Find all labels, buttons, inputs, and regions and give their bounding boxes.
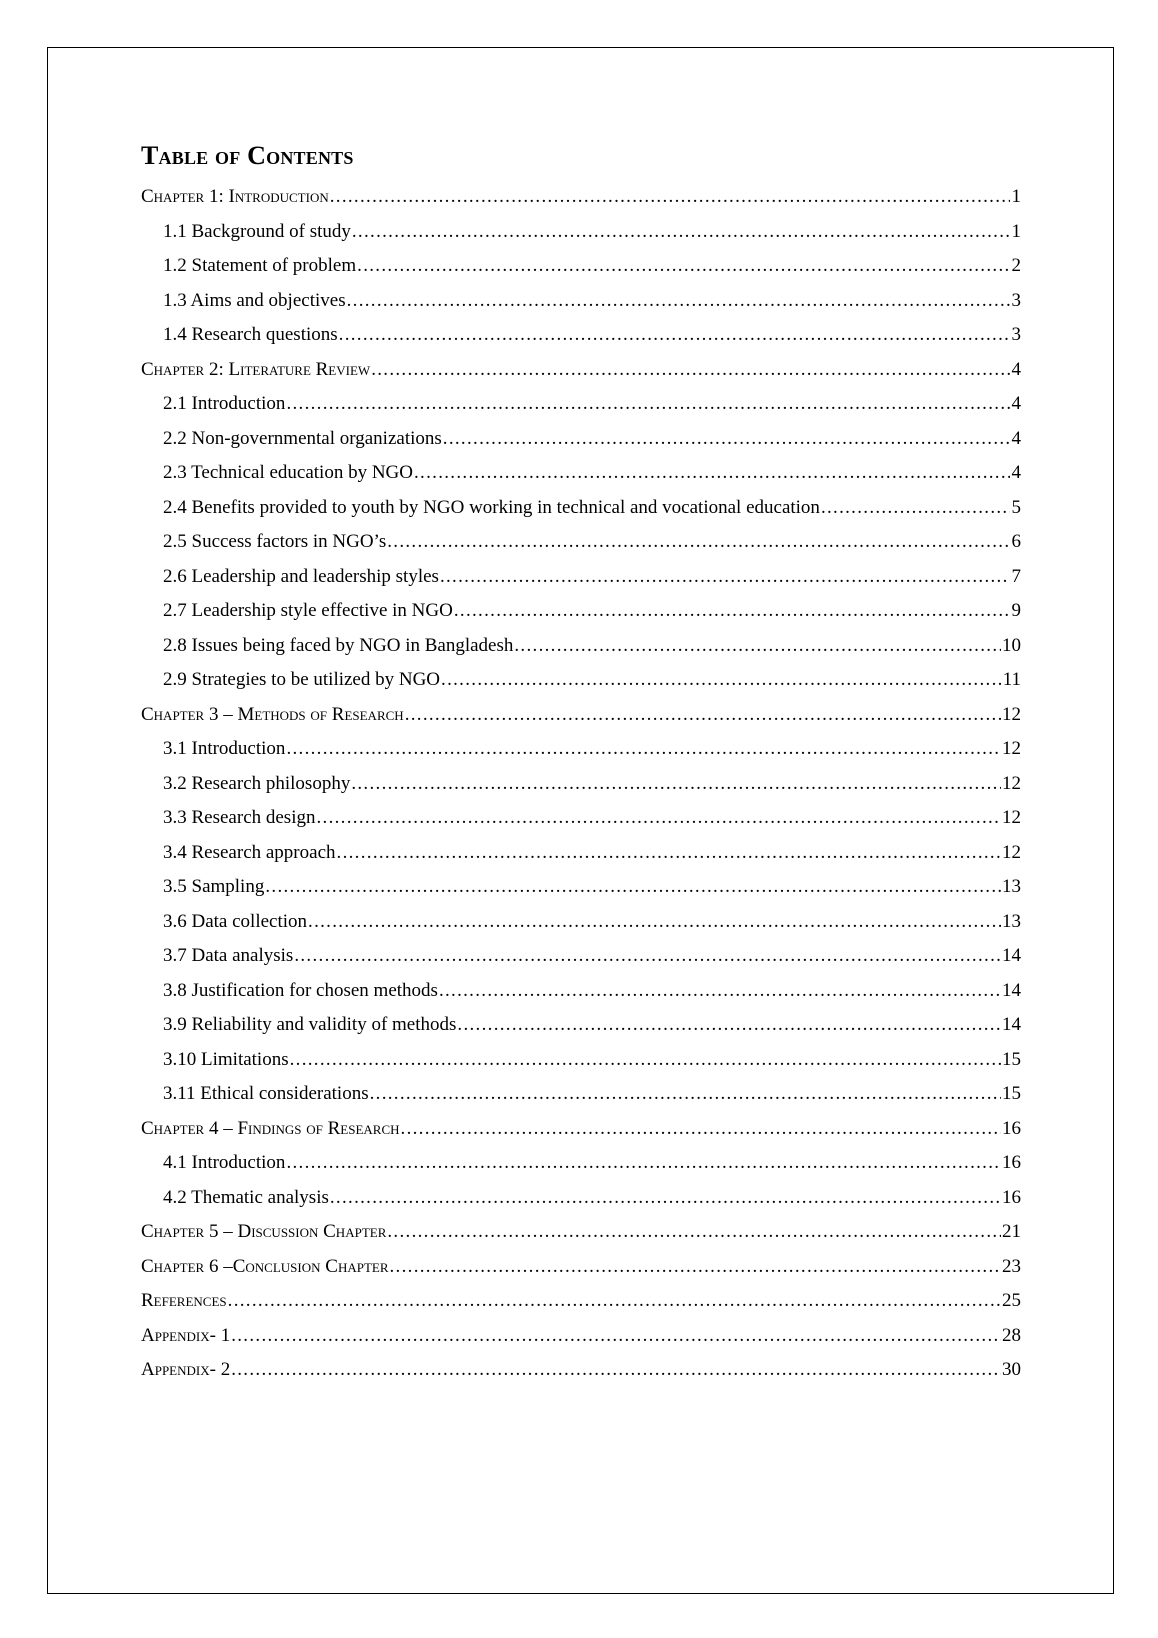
toc-page-number: 6 <box>1011 531 1021 552</box>
toc-entry-title: 2.3 Technical education by NGO <box>163 462 413 483</box>
toc-dot-leader <box>401 1112 1001 1147</box>
toc-entry-title: 3.8 Justification for chosen methods <box>163 979 438 1001</box>
toc-page-number: 13 <box>1002 876 1021 897</box>
toc-page-number: 7 <box>1011 565 1021 587</box>
toc-page-number: 10 <box>1002 634 1021 656</box>
toc-entry-title: Chapter 4 – Findings of Research <box>141 1117 400 1139</box>
toc-section-entry[interactable] <box>141 215 1021 250</box>
toc-section-entry[interactable] <box>141 422 1021 457</box>
toc-section-entry[interactable] <box>141 767 1021 802</box>
toc-entry-title: 3.4 Research approach <box>163 841 336 863</box>
toc-page-number: 16 <box>1002 1117 1021 1139</box>
toc-entry-title: Appendix- 1 <box>141 1324 231 1346</box>
toc-chapter-entry[interactable] <box>141 1319 1021 1354</box>
toc-entry-title: 4.1 Introduction <box>163 1152 286 1173</box>
toc-entry-title: 4.2 Thematic analysis <box>163 1186 329 1208</box>
toc-dot-leader <box>347 284 1010 319</box>
toc-section-entry[interactable] <box>141 801 1021 836</box>
toc-page-number: 11 <box>1002 669 1021 690</box>
toc-dot-leader <box>330 1181 1001 1216</box>
toc-dot-leader <box>286 1146 1001 1181</box>
toc-entry-title: 1.4 Research questions <box>163 324 338 345</box>
toc-page-number: 21 <box>1002 1221 1021 1242</box>
toc-page-number: 12 <box>1002 772 1021 794</box>
toc-page-number: 1 <box>1011 186 1021 207</box>
toc-page-number: 13 <box>1002 910 1021 932</box>
toc-dot-leader <box>514 629 1001 664</box>
toc-section-entry[interactable] <box>141 318 1021 353</box>
toc-chapter-entry[interactable] <box>141 1250 1021 1285</box>
toc-dot-leader <box>265 870 1001 905</box>
toc-dot-leader <box>330 180 1010 215</box>
toc-entry-title: 3.9 Reliability and validity of methods <box>163 1014 457 1035</box>
toc-entry-title: 2.9 Strategies to be utilized by NGO <box>163 669 441 690</box>
toc-section-entry[interactable] <box>141 663 1021 698</box>
toc-chapter-entry[interactable] <box>141 1215 1021 1250</box>
toc-entry-title: 3.11 Ethical considerations <box>163 1083 369 1104</box>
toc-section-entry[interactable] <box>141 525 1021 560</box>
toc-page-number: 12 <box>1002 841 1021 863</box>
toc-title: Table of Contents <box>141 141 354 170</box>
toc-page-number: 25 <box>1002 1290 1021 1311</box>
toc-entry-title: Chapter 5 – Discussion Chapter <box>141 1221 387 1242</box>
toc-entry-title: 2.4 Benefits provided to youth by NGO working in technical and vocational education <box>163 496 820 518</box>
toc-section-entry[interactable] <box>141 1077 1021 1112</box>
toc-dot-leader <box>228 1284 1001 1319</box>
toc-entry-title: Chapter 3 – Methods of Research <box>141 703 404 725</box>
toc-page-number: 16 <box>1002 1152 1021 1173</box>
toc-entry-title: Chapter 1: Introduction <box>141 186 329 207</box>
toc-chapter-entry[interactable] <box>141 1112 1021 1147</box>
toc-chapter-entry[interactable] <box>141 180 1021 215</box>
toc-dot-leader <box>286 387 1010 422</box>
toc-section-entry[interactable] <box>141 629 1021 664</box>
toc-entry-title: 3.6 Data collection <box>163 910 308 932</box>
toc-entry-title: 3.5 Sampling <box>163 876 265 897</box>
toc-dot-leader <box>286 732 1001 767</box>
toc-page-number: 12 <box>1002 738 1021 759</box>
toc-dot-leader <box>414 456 1010 491</box>
toc-entry-title: 2.6 Leadership and leadership styles <box>163 565 439 587</box>
toc-entry-title: Chapter 6 –Conclusion Chapter <box>141 1255 389 1277</box>
toc-entry-title: Chapter 2: Literature Review <box>141 358 371 380</box>
toc-dot-leader <box>405 698 1001 733</box>
toc-dot-leader <box>294 939 1001 974</box>
toc-chapter-entry[interactable] <box>141 1284 1021 1319</box>
toc-entry-title: 3.7 Data analysis <box>163 945 294 966</box>
toc-page-number: 4 <box>1011 427 1021 449</box>
toc-section-entry[interactable] <box>141 594 1021 629</box>
toc-section-entry[interactable] <box>141 732 1021 767</box>
toc-entry-title: 1.1 Background of study <box>163 220 351 242</box>
toc-page-number: 16 <box>1002 1186 1021 1208</box>
toc-page-number: 15 <box>1002 1048 1021 1070</box>
toc-page-number: 3 <box>1011 289 1021 311</box>
toc-entry-title: 2.1 Introduction <box>163 393 286 414</box>
toc-dot-leader <box>821 491 1010 526</box>
toc-page-number: 14 <box>1002 945 1021 966</box>
toc-dot-leader <box>351 767 1001 802</box>
toc-section-entry[interactable] <box>141 560 1021 595</box>
toc-entry-title: 3.2 Research philosophy <box>163 772 351 794</box>
toc-page-number: 2 <box>1011 255 1021 276</box>
toc-section-entry[interactable] <box>141 870 1021 905</box>
toc-section-entry[interactable] <box>141 974 1021 1009</box>
toc-page-number: 12 <box>1002 703 1021 725</box>
toc-page-number: 9 <box>1011 600 1021 621</box>
toc-dot-leader <box>337 836 1001 871</box>
toc-page-number: 28 <box>1002 1324 1021 1346</box>
toc-page-number: 14 <box>1002 979 1021 1001</box>
toc-entry-title: References <box>141 1290 227 1311</box>
toc-entry-title: 2.7 Leadership style effective in NGO <box>163 600 453 621</box>
toc-dot-leader <box>308 905 1001 940</box>
toc-entry-title: Appendix- 2 <box>141 1359 231 1380</box>
toc-section-entry[interactable] <box>141 456 1021 491</box>
toc-chapter-entry[interactable] <box>141 1353 1021 1388</box>
toc-page-number: 4 <box>1011 358 1021 380</box>
toc-section-entry[interactable] <box>141 905 1021 940</box>
toc-chapter-entry[interactable] <box>141 353 1021 388</box>
toc-entry-title: 2.2 Non-governmental organizations <box>163 427 442 449</box>
toc-dot-leader <box>441 663 1002 698</box>
toc-dot-leader <box>387 525 1010 560</box>
toc-page-number: 23 <box>1002 1255 1021 1277</box>
toc-page-number: 12 <box>1002 807 1021 828</box>
toc-dot-leader <box>370 1077 1001 1112</box>
toc-dot-leader <box>231 1353 1001 1388</box>
toc-dot-leader <box>454 594 1010 629</box>
toc-entry-title: 2.8 Issues being faced by NGO in Bangladesh <box>163 634 514 656</box>
toc-dot-leader <box>316 801 1001 836</box>
toc-dot-leader <box>339 318 1010 353</box>
toc-dot-leader <box>439 974 1001 1009</box>
toc-section-entry[interactable] <box>141 836 1021 871</box>
toc-section-entry[interactable] <box>141 284 1021 319</box>
toc-dot-leader <box>457 1008 1001 1043</box>
toc-section-entry[interactable] <box>141 249 1021 284</box>
toc-page-number: 15 <box>1002 1083 1021 1104</box>
toc-dot-leader <box>371 353 1010 388</box>
toc-dot-leader <box>390 1250 1002 1285</box>
toc-dot-leader <box>440 560 1010 595</box>
toc-dot-leader <box>357 249 1010 284</box>
toc-entry-title: 3.3 Research design <box>163 807 316 828</box>
toc-page-number: 3 <box>1011 324 1021 345</box>
toc-dot-leader <box>387 1215 1001 1250</box>
toc-page-number: 4 <box>1011 462 1021 483</box>
toc-entry-title: 1.2 Statement of problem <box>163 255 357 276</box>
toc-entry-title: 3.1 Introduction <box>163 738 286 759</box>
toc-entry-title: 2.5 Success factors in NGO’s <box>163 531 387 552</box>
toc-dot-leader <box>231 1319 1001 1354</box>
toc-page-number: 4 <box>1011 393 1021 414</box>
toc-section-entry[interactable] <box>141 1181 1021 1216</box>
toc-entry-title: 3.10 Limitations <box>163 1048 289 1070</box>
toc-section-entry[interactable] <box>141 1043 1021 1078</box>
toc-section-entry[interactable] <box>141 1146 1021 1181</box>
toc-section-entry[interactable] <box>141 939 1021 974</box>
toc-page-number: 5 <box>1011 496 1021 518</box>
toc-chapter-entry[interactable] <box>141 698 1021 733</box>
toc-page-number: 14 <box>1002 1014 1021 1035</box>
toc-section-entry[interactable] <box>141 491 1021 526</box>
toc-entry-title: 1.3 Aims and objectives <box>163 289 346 311</box>
toc-dot-leader <box>443 422 1010 457</box>
toc-entry-list <box>141 180 1021 1388</box>
table-of-contents <box>141 140 1021 1388</box>
toc-section-entry[interactable] <box>141 1008 1021 1043</box>
toc-page-number: 30 <box>1002 1359 1021 1380</box>
toc-dot-leader <box>352 215 1010 250</box>
toc-section-entry[interactable] <box>141 387 1021 422</box>
toc-page-number: 1 <box>1011 220 1021 242</box>
toc-dot-leader <box>290 1043 1001 1078</box>
